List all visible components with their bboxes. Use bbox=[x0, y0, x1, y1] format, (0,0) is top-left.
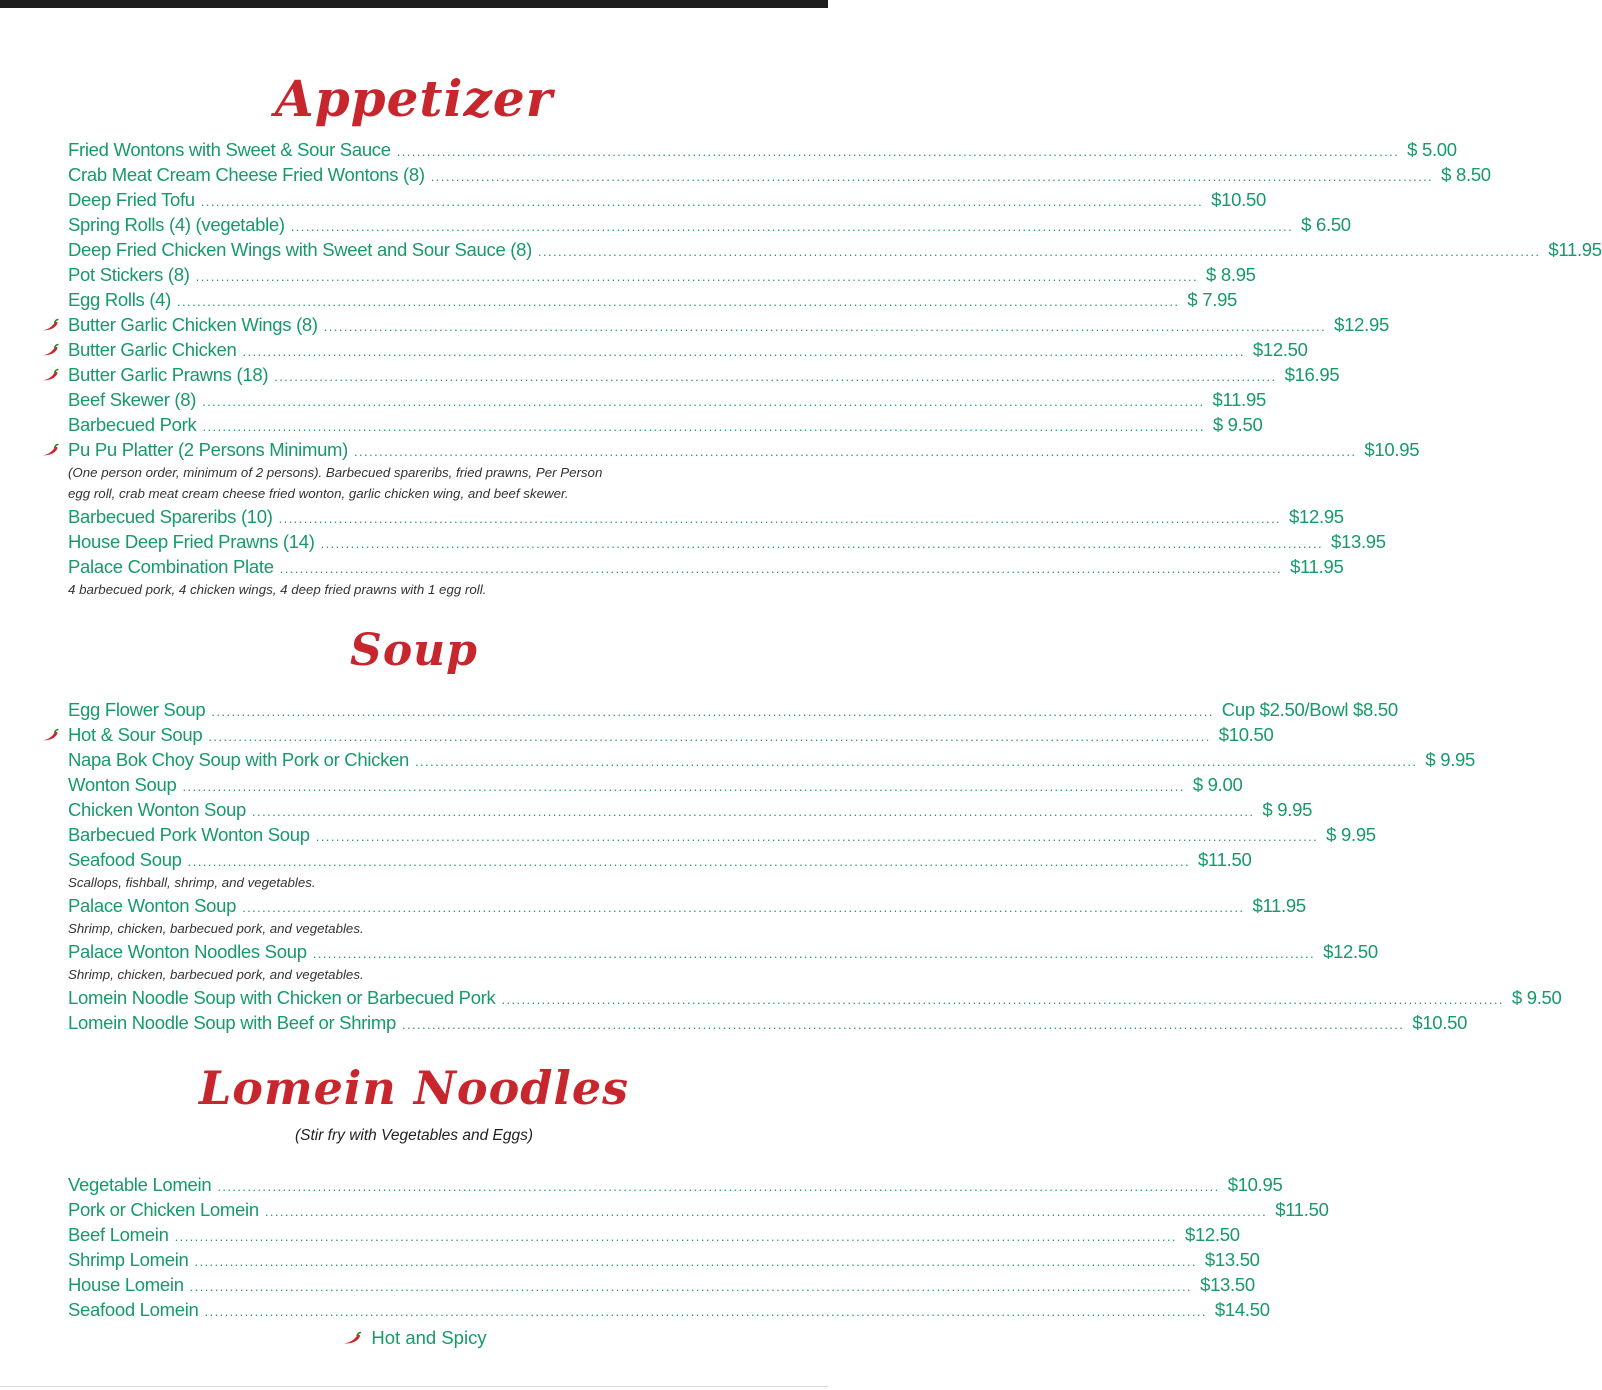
menu-item bbox=[0, 1247, 1260, 1272]
dot-leader: ........................................................................................................................................................................................................ bbox=[315, 829, 1319, 844]
menu-item-row bbox=[68, 412, 1263, 437]
menu-item bbox=[0, 772, 1243, 797]
menu-item bbox=[0, 1222, 1240, 1247]
menu-item bbox=[0, 162, 1491, 187]
menu-item bbox=[0, 212, 1351, 237]
menu-item-name: Barbecued Pork Wonton Soup bbox=[68, 824, 310, 845]
menu-item bbox=[0, 893, 1306, 918]
dot-leader: ........................................................................................................................................................................................................ bbox=[217, 1179, 1220, 1194]
menu-item-name: Egg Rolls (4) bbox=[68, 289, 172, 310]
menu-item-row bbox=[68, 822, 1376, 847]
dot-leader: ........................................................................................................................................................................................................ bbox=[278, 511, 1282, 526]
menu-item-price: $12.50 bbox=[1184, 1224, 1240, 1245]
menu-item-name: Seafood Soup bbox=[68, 849, 182, 870]
menu-item-price: $11.95 bbox=[1548, 239, 1602, 260]
menu-item-name: Deep Fried Chicken Wings with Sweet and Sour Sauce (8) bbox=[68, 239, 532, 260]
menu-item-price: $ 5.00 bbox=[1407, 139, 1457, 160]
menu-item-name: Spring Rolls (4) (vegetable) bbox=[68, 214, 285, 235]
menu-item-price: $12.95 bbox=[1289, 506, 1344, 527]
menu-item-row bbox=[68, 1247, 1260, 1272]
menu-item-row bbox=[68, 747, 1476, 772]
dot-leader: ........................................................................................................................................................................................................ bbox=[264, 1204, 1268, 1219]
dot-leader: ........................................................................................................................................................................................................ bbox=[195, 269, 1199, 284]
menu-item-name: Palace Wonton Noodles Soup bbox=[68, 941, 307, 962]
menu-item bbox=[0, 312, 1389, 337]
menu-item-name: Butter Garlic Chicken bbox=[68, 339, 237, 360]
dot-leader: ........................................................................................................................................................................................................ bbox=[396, 144, 1400, 159]
menu-item bbox=[0, 847, 1252, 872]
menu-item-price: $ 9.50 bbox=[1212, 414, 1263, 435]
menu-item-price: $ 9.00 bbox=[1192, 774, 1243, 795]
dot-leader: ........................................................................................................................................................................................................ bbox=[415, 754, 1418, 769]
menu-item-description: 4 barbecued pork, 4 chicken wings, 4 deep fried prawns with 1 egg roll. bbox=[68, 582, 487, 597]
menu-item-name: Lomein Noodle Soup with Chicken or Barbecued Pork bbox=[68, 987, 496, 1008]
chili-pepper-icon bbox=[40, 343, 60, 357]
menu-item-name: Seafood Lomein bbox=[68, 1299, 199, 1320]
dot-leader: ........................................................................................................................................................................................................ bbox=[211, 704, 1214, 719]
appetizer-section bbox=[0, 137, 1602, 600]
menu-item-row bbox=[68, 554, 1344, 579]
dot-leader: ........................................................................................................................................................................................................ bbox=[202, 394, 1205, 409]
menu-item-row bbox=[68, 437, 1420, 462]
soup-section bbox=[0, 697, 1562, 1035]
menu-item-name: Pu Pu Platter (2 Persons Minimum) bbox=[68, 439, 349, 460]
menu-item-price: $ 9.95 bbox=[1326, 824, 1376, 845]
menu-item-description: Shrimp, chicken, barbecued pork, and vegetables. bbox=[68, 967, 364, 982]
menu-item-price: $11.95 bbox=[1212, 389, 1266, 410]
dot-leader: ........................................................................................................................................................................................................ bbox=[208, 729, 1211, 744]
menu-item-price: $ 9.50 bbox=[1511, 987, 1562, 1008]
menu-item-name: Barbecued Spareribs (10) bbox=[68, 506, 273, 527]
menu-item-price: $ 6.50 bbox=[1301, 214, 1351, 235]
menu-item-price: $ 9.95 bbox=[1425, 749, 1476, 770]
menu-item-price: $13.95 bbox=[1330, 531, 1386, 552]
menu-item bbox=[0, 262, 1256, 287]
menu-item-price: $ 8.95 bbox=[1206, 264, 1256, 285]
menu-item bbox=[0, 137, 1457, 162]
menu-item bbox=[0, 437, 1420, 462]
menu-item bbox=[0, 287, 1238, 312]
menu-item-row bbox=[68, 1197, 1329, 1222]
menu-item-row bbox=[68, 212, 1351, 237]
menu-item-row bbox=[68, 387, 1266, 412]
menu-item-name: Barbecued Pork bbox=[68, 414, 197, 435]
dot-leader: ........................................................................................................................................................................................................ bbox=[312, 946, 1316, 961]
dot-leader: ........................................................................................................................................................................................................ bbox=[242, 344, 1245, 359]
menu-item-price: $16.95 bbox=[1284, 364, 1340, 385]
menu-item bbox=[0, 697, 1398, 722]
menu-item-row bbox=[68, 697, 1398, 722]
menu-item-name: Chicken Wonton Soup bbox=[68, 799, 247, 820]
menu-item-name: Lomein Noodle Soup with Beef or Shrimp bbox=[68, 1012, 396, 1033]
menu-item-price: $ 9.95 bbox=[1262, 799, 1313, 820]
menu-item bbox=[0, 797, 1313, 822]
menu-item-price: Cup $2.50/Bowl $8.50 bbox=[1221, 699, 1398, 720]
menu-item-name: Vegetable Lomein bbox=[68, 1174, 212, 1195]
menu-item bbox=[0, 529, 1386, 554]
menu-item-price: $14.50 bbox=[1214, 1299, 1270, 1320]
menu-item bbox=[0, 504, 1344, 529]
chili-pepper-icon bbox=[40, 728, 60, 742]
dot-leader: ........................................................................................................................................................................................................ bbox=[274, 369, 1277, 384]
menu-item-description: Scallops, fishball, shrimp, and vegetables. bbox=[68, 875, 316, 890]
menu-item-name: Beef Skewer (8) bbox=[68, 389, 197, 410]
dot-leader: ........................................................................................................................................................................................................ bbox=[279, 561, 1283, 576]
menu-item-price: $10.50 bbox=[1218, 724, 1274, 745]
menu-item bbox=[0, 237, 1602, 262]
menu-item-row bbox=[68, 1222, 1240, 1247]
menu-item-name: House Deep Fried Prawns (14) bbox=[68, 531, 315, 552]
menu-item-row bbox=[68, 1172, 1283, 1197]
menu-item bbox=[0, 362, 1340, 387]
menu-item bbox=[0, 412, 1263, 437]
menu-item-row bbox=[68, 797, 1313, 822]
dot-leader: ........................................................................................................................................................................................................ bbox=[202, 419, 1205, 434]
menu-item-price: $11.50 bbox=[1198, 849, 1252, 870]
menu-item bbox=[0, 1197, 1329, 1222]
dot-leader: ........................................................................................................................................................................................................ bbox=[401, 1017, 1405, 1032]
menu-item-row bbox=[68, 985, 1562, 1010]
menu-item-price: $10.50 bbox=[1211, 189, 1266, 210]
menu-item-price: $11.95 bbox=[1252, 895, 1306, 916]
menu-item-row bbox=[68, 529, 1386, 554]
menu-item-price: $ 8.50 bbox=[1441, 164, 1491, 185]
menu-item-row bbox=[68, 362, 1340, 387]
menu-item-price: $12.95 bbox=[1334, 314, 1389, 335]
menu-item-name: Shrimp Lomein bbox=[68, 1249, 189, 1270]
dot-leader: ........................................................................................................................................................................................................ bbox=[204, 1304, 1207, 1319]
menu-item-price: $13.50 bbox=[1204, 1249, 1260, 1270]
menu-item-price: $11.95 bbox=[1290, 556, 1344, 577]
menu-item-row bbox=[68, 1272, 1255, 1297]
menu-item bbox=[0, 387, 1266, 412]
menu-item-row bbox=[68, 722, 1274, 747]
dot-leader: ........................................................................................................................................................................................................ bbox=[323, 319, 1327, 334]
menu-item-row bbox=[68, 504, 1344, 529]
menu-item-name: Pork or Chicken Lomein bbox=[68, 1199, 259, 1220]
menu-item-price: $13.50 bbox=[1200, 1274, 1255, 1295]
menu-item-row bbox=[68, 772, 1243, 797]
menu-item-description: (One person order, minimum of 2 persons). Barbecued spareribs, fried prawns, Per Person bbox=[68, 465, 603, 480]
menu-item-price: $12.50 bbox=[1252, 339, 1308, 360]
menu-item-name: Palace Wonton Soup bbox=[68, 895, 237, 916]
menu-item-row bbox=[68, 1010, 1468, 1035]
menu-item-row bbox=[68, 287, 1238, 312]
dot-leader: ........................................................................................................................................................................................................ bbox=[501, 992, 1504, 1007]
menu-item-price: $ 7.95 bbox=[1187, 289, 1238, 310]
menu-item-price: $10.95 bbox=[1227, 1174, 1283, 1195]
menu-item-row bbox=[68, 939, 1378, 964]
menu-item bbox=[0, 985, 1562, 1010]
menu-item bbox=[0, 1297, 1270, 1322]
dot-leader: ........................................................................................................................................................................................................ bbox=[200, 194, 1204, 209]
chili-pepper-icon bbox=[40, 368, 60, 382]
menu-item-name: House Lomein bbox=[68, 1274, 184, 1295]
menu-item-price: $12.50 bbox=[1323, 941, 1378, 962]
dot-leader: ........................................................................................................................................................................................................ bbox=[430, 169, 1434, 184]
menu-item-name: Crab Meat Cream Cheese Fried Wontons (8) bbox=[68, 164, 425, 185]
top-border bbox=[0, 0, 828, 8]
menu-item bbox=[0, 747, 1476, 772]
dot-leader: ........................................................................................................................................................................................................ bbox=[187, 854, 1191, 869]
menu-item-row bbox=[68, 237, 1602, 262]
menu-item-name: Butter Garlic Chicken Wings (8) bbox=[68, 314, 318, 335]
lomein-subtitle: (Stir fry with Vegetables and Eggs) bbox=[294, 1127, 534, 1144]
menu-item bbox=[0, 1172, 1283, 1197]
dot-leader: ........................................................................................................................................................................................................ bbox=[189, 1279, 1193, 1294]
menu-item-name: Palace Combination Plate bbox=[68, 556, 274, 577]
dot-leader: ........................................................................................................................................................................................................ bbox=[194, 1254, 1197, 1269]
dot-leader: ........................................................................................................................................................................................................ bbox=[290, 219, 1294, 234]
appetizer-heading: Appetizer bbox=[274, 69, 554, 128]
chili-pepper-icon bbox=[341, 1331, 363, 1346]
dot-leader: ........................................................................................................................................................................................................ bbox=[354, 444, 1357, 459]
menu-item bbox=[0, 187, 1266, 212]
menu-item-name: Wonton Soup bbox=[68, 774, 177, 795]
spicy-legend bbox=[0, 1326, 828, 1350]
menu-item-row bbox=[68, 312, 1389, 337]
menu-item-name: Deep Fried Tofu bbox=[68, 189, 195, 210]
dot-leader: ........................................................................................................................................................................................................ bbox=[182, 779, 1185, 794]
dot-leader: ........................................................................................................................................................................................................ bbox=[252, 804, 1255, 819]
soup-heading: Soup bbox=[350, 625, 478, 676]
dot-leader: ........................................................................................................................................................................................................ bbox=[242, 900, 1245, 915]
menu-item-name: Fried Wontons with Sweet & Sour Sauce bbox=[68, 139, 391, 160]
menu-item-row bbox=[68, 162, 1491, 187]
chili-pepper-icon bbox=[40, 443, 60, 457]
lomein-section bbox=[0, 1172, 1329, 1322]
dot-leader: ........................................................................................................................................................................................................ bbox=[538, 244, 1541, 259]
menu-item-row bbox=[68, 893, 1306, 918]
menu-item bbox=[0, 722, 1274, 747]
menu-item-name: Butter Garlic Prawns (18) bbox=[68, 364, 269, 385]
menu-item-name: Beef Lomein bbox=[68, 1224, 169, 1245]
menu-item-row bbox=[68, 337, 1308, 362]
menu-item bbox=[0, 939, 1378, 964]
menu-item-row bbox=[68, 187, 1266, 212]
legend-label: Hot and Spicy bbox=[371, 1327, 487, 1348]
menu-item-description: egg roll, crab meat cream cheese fried wonton, garlic chicken wing, and beef skewer. bbox=[68, 486, 569, 501]
menu-item bbox=[0, 554, 1344, 579]
menu-item-name: Egg Flower Soup bbox=[68, 699, 206, 720]
menu-item bbox=[0, 1272, 1255, 1297]
menu-item-price: $10.50 bbox=[1412, 1012, 1468, 1033]
chili-pepper-icon bbox=[40, 318, 60, 332]
menu-item-price: $10.95 bbox=[1364, 439, 1420, 460]
menu-item-name: Napa Bok Choy Soup with Pork or Chicken bbox=[68, 749, 410, 770]
menu-item bbox=[0, 1010, 1468, 1035]
menu-item-price: $11.50 bbox=[1275, 1199, 1329, 1220]
menu-item-row bbox=[68, 1297, 1270, 1322]
menu-item bbox=[0, 822, 1376, 847]
menu-item-name: Hot & Sour Soup bbox=[68, 724, 203, 745]
menu-item-description: Shrimp, chicken, barbecued pork, and vegetables. bbox=[68, 921, 364, 936]
menu-item-row bbox=[68, 137, 1457, 162]
dot-leader: ........................................................................................................................................................................................................ bbox=[320, 536, 1323, 551]
menu-item bbox=[0, 337, 1308, 362]
dot-leader: ........................................................................................................................................................................................................ bbox=[174, 1229, 1177, 1244]
menu-item-row bbox=[68, 847, 1252, 872]
lomein-heading: Lomein Noodles bbox=[198, 1061, 630, 1115]
dot-leader: ........................................................................................................................................................................................................ bbox=[177, 294, 1180, 309]
menu-item-row bbox=[68, 262, 1256, 287]
menu-item-name: Pot Stickers (8) bbox=[68, 264, 190, 285]
bottom-divider bbox=[0, 1386, 828, 1387]
